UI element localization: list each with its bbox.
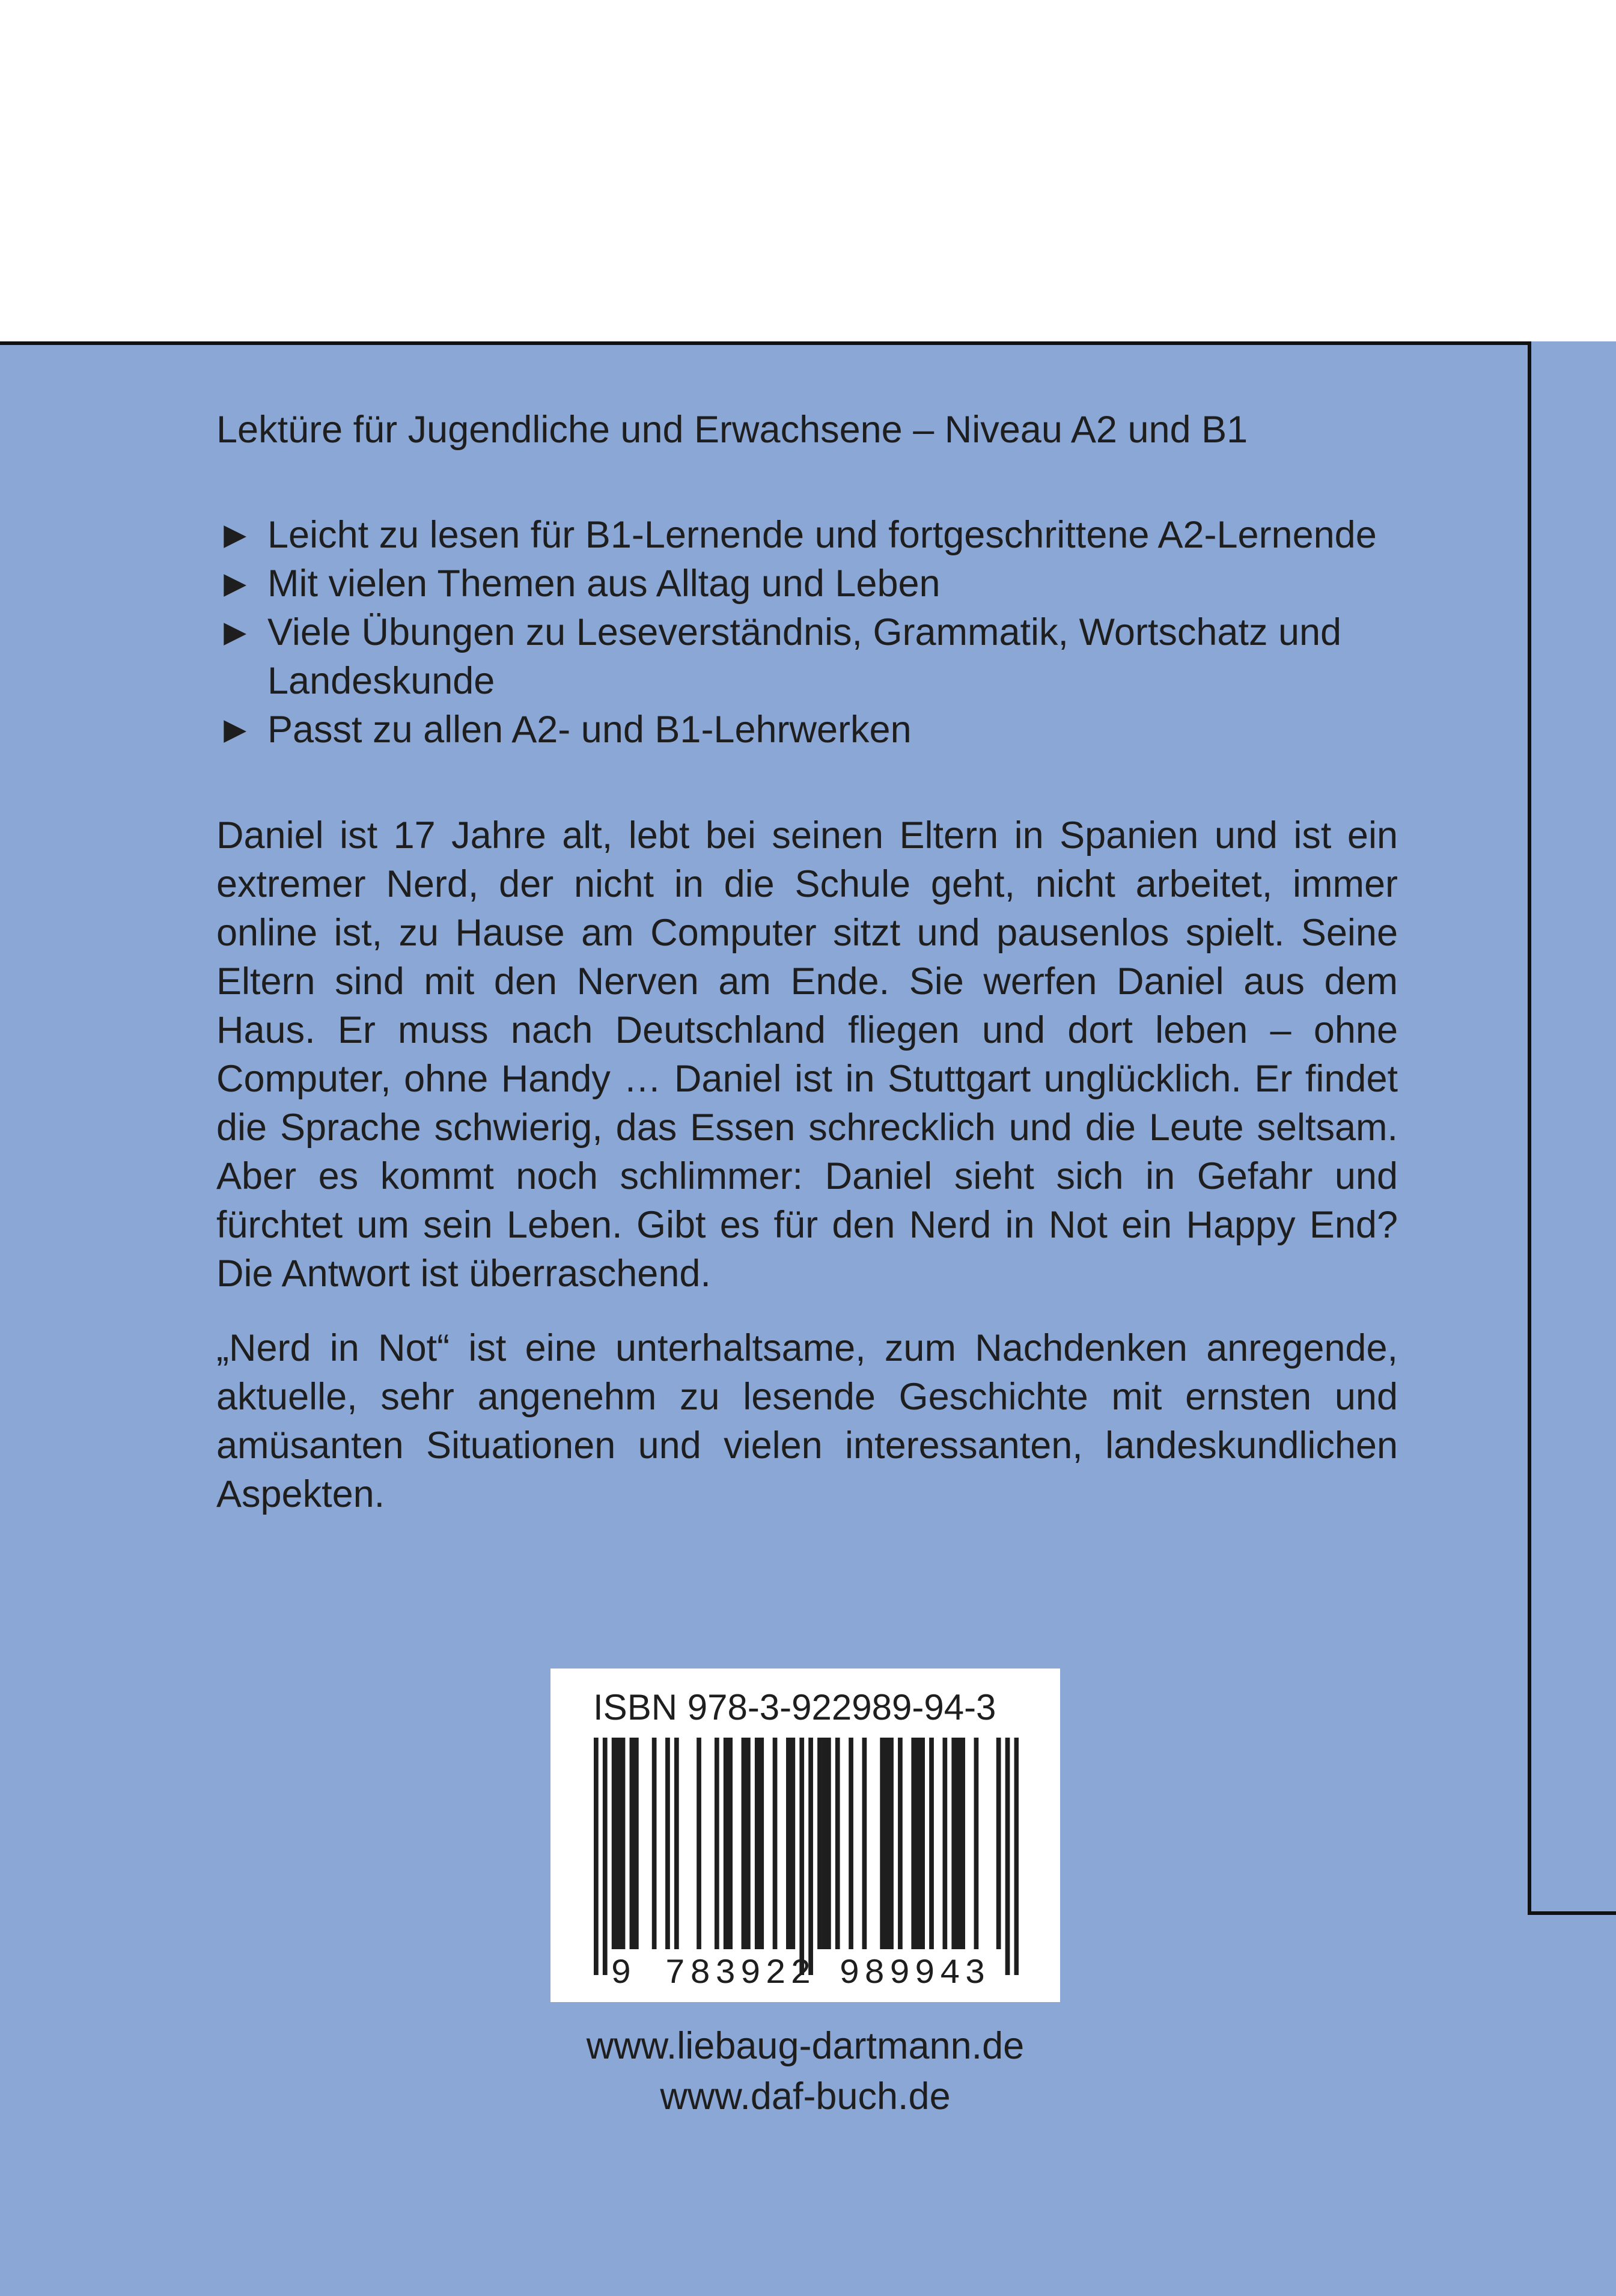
barcode-digits [550, 1953, 1060, 1995]
barcode-bar [916, 1738, 921, 1949]
frame-right-border [1528, 341, 1531, 1915]
barcode-bar [996, 1738, 1001, 1949]
barcode-bar [697, 1738, 701, 1949]
barcode-bar [759, 1738, 764, 1949]
barcode-guard-bar [594, 1738, 599, 1975]
feature-text: Passt zu allen A2- und B1-Lehrwerken [267, 709, 912, 751]
barcode-bar [817, 1738, 822, 1949]
barcode-guard-bar [1014, 1738, 1019, 1975]
frame-top-border [0, 341, 1531, 345]
barcode-bar [960, 1738, 965, 1949]
barcode-bar [862, 1738, 867, 1949]
arrow-bullet-icon: ► [216, 514, 254, 556]
barcode-guard-bar [808, 1738, 813, 1975]
arrow-bullet-icon: ► [216, 611, 254, 653]
barcode-bar [942, 1738, 947, 1949]
barcode-right-digits: 989943 [839, 1955, 990, 1994]
barcode-bar [746, 1738, 751, 1949]
feature-list [216, 511, 1398, 754]
barcode-bar [724, 1738, 728, 1949]
barcode-bar [880, 1738, 885, 1949]
barcode-bar [652, 1738, 657, 1949]
intro-line: Lektüre für Jugendliche und Erwachsene – Niveau A2 und B1 [216, 409, 1248, 451]
barcode-left-digits: 783922 [665, 1955, 816, 1994]
barcode-guard-bar [799, 1738, 804, 1975]
feature-text: Viele Übungen zu Leseverständnis, Grammatik, Wortschatz und Landeskunde [267, 611, 1342, 702]
barcode-bar [612, 1738, 617, 1949]
barcode-bar [674, 1738, 679, 1949]
barcode-bar [773, 1738, 778, 1949]
review-paragraph: „Nerd in Not“ ist eine unterhaltsame, zum Nachdenken anregende, aktuelle, sehr angenehm zu lesende Geschichte mit ernsten und amüsanten Situationen und vielen interessanten, landeskundlichen Aspekten. [216, 1327, 1398, 1515]
barcode-bar [665, 1738, 670, 1949]
barcode-bar [616, 1738, 621, 1949]
barcode-bar [835, 1738, 840, 1949]
barcode-bar [826, 1738, 831, 1949]
publisher-website-link[interactable]: www.liebaug-dartmann.de [586, 2025, 1025, 2067]
barcode-bar [951, 1738, 956, 1949]
barcode-bar [621, 1738, 626, 1949]
synopsis-paragraph: Daniel ist 17 Jahre alt, lebt bei seinen Eltern in Spanien und ist ein extremer Nerd, der nicht in die Schule geht, nicht arbeitet, immer online ist, zu Hause am Computer sitzt und pausenlos spielt. Seine Eltern sind mit den Nerven am Ende. Sie werfen Daniel aus dem Haus. Er muss nach Deutschland fliegen und dort leben – ohne Computer, ohne Handy … Daniel ist in Stuttgart unglücklich. Er findet die Sprache schwierig, das Essen schrecklich und die Leute seltsam. Aber es kommt noch schlimmer: Daniel sieht sich in Gefahr und fürchtet um sein Leben. Gibt es für den Nerd in Not ein Happy End? Die Antwort ist überraschend. [216, 814, 1398, 1295]
barcode-bar [898, 1738, 903, 1949]
barcode-graphic [594, 1738, 1019, 1975]
isbn-number: ISBN 978-3-922989-94-3 [593, 1687, 996, 1727]
barcode-bar [956, 1738, 961, 1949]
barcode-bar [786, 1738, 791, 1949]
barcode-bar [742, 1738, 746, 1949]
barcode-guard-bar [603, 1738, 608, 1975]
barcode-bar [929, 1738, 934, 1949]
arrow-bullet-icon: ► [216, 709, 254, 751]
barcode-bar [634, 1738, 639, 1949]
barcode-guard-bar [1005, 1738, 1010, 1975]
barcode-bar [849, 1738, 853, 1949]
barcode-first-digit: 9 [611, 1955, 632, 1994]
frame-bottom-border [1528, 1911, 1616, 1915]
barcode-bar [755, 1738, 760, 1949]
barcode-bar [920, 1738, 925, 1949]
barcode-bar [889, 1738, 894, 1949]
barcode-bar [911, 1738, 916, 1949]
back-cover-text [216, 406, 1398, 1545]
publisher-website-link[interactable]: www.daf-buch.de [660, 2075, 951, 2117]
barcode-bar [885, 1738, 889, 1949]
feature-item [216, 511, 1398, 560]
feature-item [216, 706, 1398, 754]
barcode-bar [715, 1738, 719, 1949]
barcode-bar [630, 1738, 635, 1949]
feature-item [216, 608, 1398, 706]
feature-item [216, 560, 1398, 608]
feature-text: Mit vielen Themen aus Alltag und Leben [267, 563, 941, 605]
barcode-bar [974, 1738, 979, 1949]
isbn-barcode-label [550, 1669, 1060, 2002]
barcode-bar [822, 1738, 827, 1949]
barcode-bar [728, 1738, 733, 1949]
feature-text: Leicht zu lesen für B1-Lernende und fortgeschrittene A2-Lernende [267, 514, 1377, 556]
barcode-bar [790, 1738, 795, 1949]
publisher-websites [550, 2021, 1060, 2122]
arrow-bullet-icon: ► [216, 563, 254, 605]
